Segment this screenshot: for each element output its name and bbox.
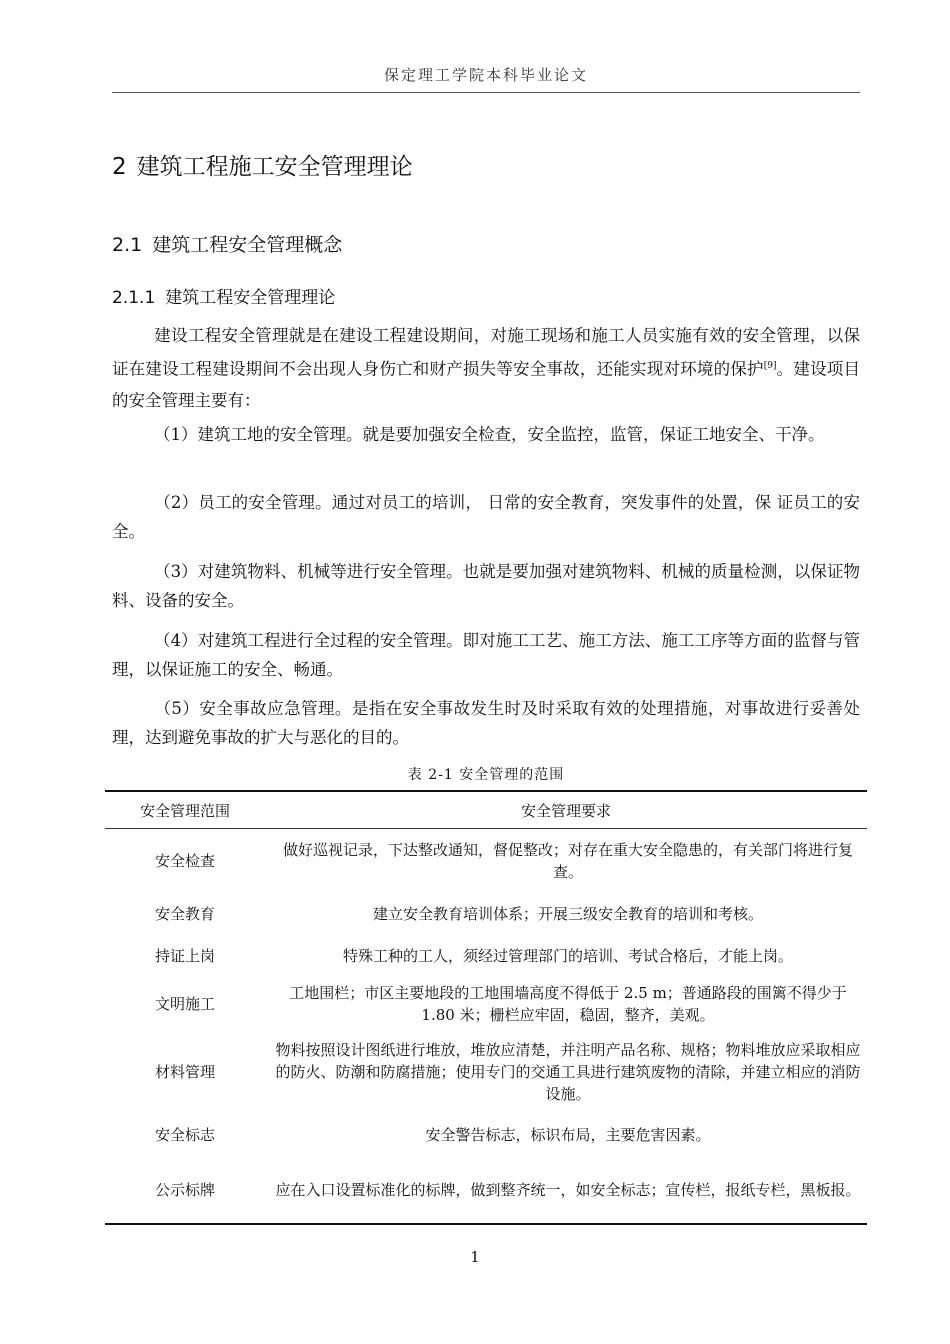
- column-header-requirement: 安全管理要求: [520, 801, 611, 820]
- scope-cell: 文明施工: [154, 995, 215, 1013]
- scope-cell: 材料管理: [154, 1063, 215, 1081]
- chapter-number: 2: [112, 154, 127, 180]
- list-item: （5）安全事故应急管理。是指在安全事故发生时及时采取有效的处理措施，对事故进行妥善处理，达到避免事故的扩大与恶化的目的。: [112, 699, 860, 747]
- requirement-cell: 建立安全教育培训体系；开展三级安全教育的培训和考核。: [372, 905, 763, 923]
- requirement-cell: 做好巡视记录，下达整改通知，督促整改；对存在重大安全隐患的，有关部门将进行复查。: [282, 841, 853, 881]
- requirement-cell: 特殊工种的工人，须经过管理部门的培训、考试合格后，才能上岗。: [342, 947, 793, 965]
- table-row: [105, 1031, 867, 1113]
- header-divider: [112, 92, 860, 93]
- column-header-scope: 安全管理范围: [139, 801, 230, 820]
- section-number: 2.1: [112, 234, 143, 256]
- list-item: （3）对建筑物料、机械等进行安全管理。也就是要加强对建筑物料、机械的质量检测，以保证物料、设备的安全。: [112, 562, 860, 610]
- citation-reference[interactable]: [9]: [763, 361, 777, 371]
- intro-paragraph: [112, 320, 860, 416]
- section-title: 建筑工程安全管理概念: [152, 234, 343, 256]
- list-item: （2）员工的安全管理。通过对员工的培训， 日常的安全教育，突发事件的处置，保 证员工的安全。: [112, 493, 860, 541]
- table-row: [105, 1113, 867, 1157]
- subsection-number: 2.1.1: [112, 288, 156, 308]
- requirement-cell: 应在入口设置标准化的标牌，做到整齐统一，如安全标志；宣传栏，报纸专栏，黑板报。: [275, 1181, 861, 1199]
- scope-cell: 公示标牌: [154, 1181, 215, 1199]
- subsection-title: 建筑工程安全管理理论: [165, 288, 336, 308]
- section-heading: [112, 230, 342, 257]
- safety-management-table: [105, 790, 867, 1225]
- table-row: [105, 829, 867, 894]
- page-number: 1: [470, 1248, 480, 1266]
- table-header-row: [105, 791, 867, 829]
- table-row: [105, 935, 867, 977]
- scope-cell: 持证上岗: [154, 947, 215, 965]
- subsection-heading: [112, 283, 335, 308]
- list-item: （4）对建筑工程进行全过程的安全管理。即对施工工艺、施工方法、施工工序等方面的监督与管理，以保证施工的安全、畅通。: [112, 631, 860, 679]
- requirement-cell: 物料按照设计图纸进行堆放，堆放应清楚，并注明产品名称、规格；物料堆放应采取相应的防火、防潮和防腐措施；使用专门的交通工具进行建筑废物的清除，并建立相应的消防设施。: [275, 1041, 861, 1103]
- intro-text-end: 。建设项目的安全管理主要有：: [112, 359, 861, 410]
- requirement-cell: 工地围栏；市区主要地段的工地围墙高度不得低于 2.5 m；普通路段的围篱不得少于 1.80 米；栅栏应牢固，稳固，整齐，美观。: [289, 984, 847, 1024]
- scope-cell: 安全教育: [154, 905, 215, 923]
- scope-cell: 安全检查: [154, 852, 215, 870]
- requirement-cell: 安全警告标志，标识布局，主要危害因素。: [425, 1126, 711, 1144]
- scope-cell: 安全标志: [154, 1126, 215, 1144]
- table-caption: 表 2-1 安全管理的范围: [407, 767, 565, 783]
- table-row: [105, 1157, 867, 1224]
- table-row: [105, 893, 867, 935]
- chapter-heading: [112, 148, 413, 181]
- page-header: 保定理工学院本科毕业论文: [383, 66, 588, 84]
- intro-text: 建设工程安全管理就是在建设工程建设期间，对施工现场和施工人员实施有效的安全管理，以保证在建设工程建设期间不会出现人身伤亡和财产损失等安全事故，还能实现对环境的保护: [112, 326, 860, 379]
- list-item: （1）建筑工地的安全管理。就是要加强安全检查，安全监控，监管，保证工地安全、干净。: [154, 425, 825, 444]
- chapter-title: 建筑工程施工安全管理理论: [136, 154, 413, 180]
- table-row: [105, 977, 867, 1031]
